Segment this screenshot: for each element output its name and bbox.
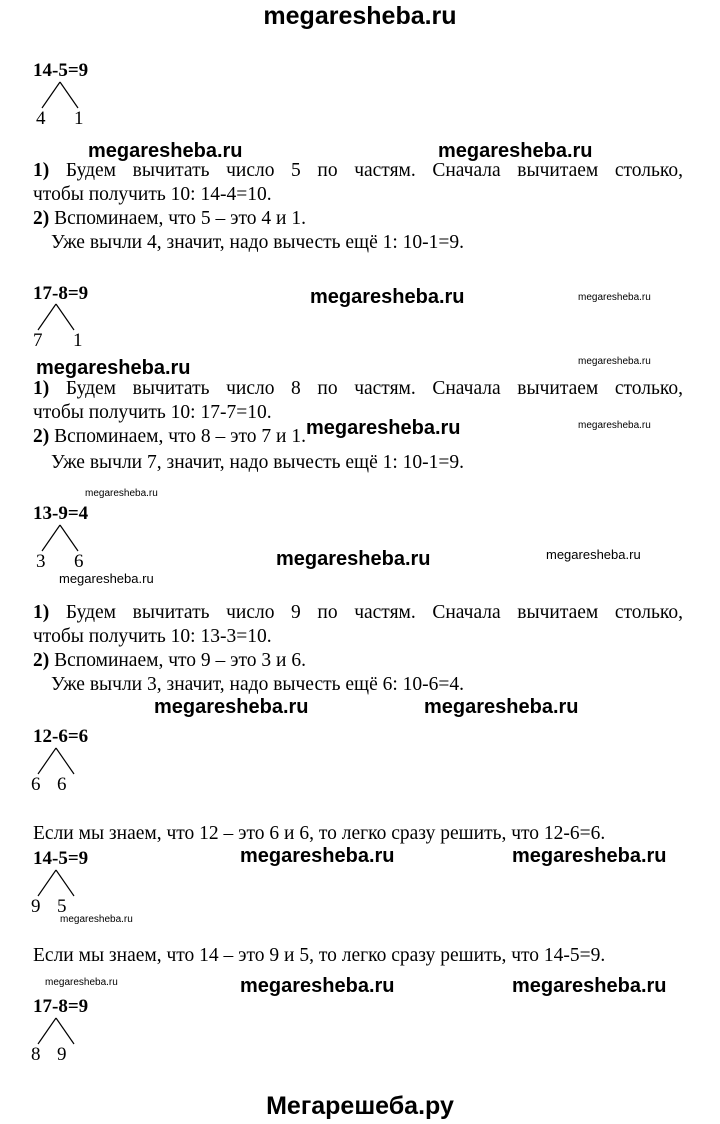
- decomposition-tree-5: [26, 868, 86, 898]
- watermark: megaresheba.ru: [424, 696, 579, 718]
- step-number: 2): [33, 426, 50, 447]
- watermark: megaresheba.ru: [512, 975, 667, 997]
- step-2-line-2: Уже вычли 7, значит, надо вычесть ещё 1: 10-1=9.: [51, 452, 465, 473]
- watermark: megaresheba.ru: [60, 914, 133, 925]
- decomposition-tree-3: [30, 523, 90, 553]
- header-site-title: megaresheba.ru: [263, 2, 457, 30]
- watermark: megaresheba.ru: [438, 140, 593, 162]
- equation-3: 13-9=4: [33, 503, 89, 524]
- watermark: megaresheba.ru: [578, 420, 651, 431]
- part-right-5: 5: [57, 896, 67, 917]
- equation-1: 14-5=9: [33, 60, 89, 81]
- part-right-3: 6: [74, 551, 84, 572]
- watermark: megaresheba.ru: [276, 548, 431, 570]
- part-left-4: 6: [31, 774, 41, 795]
- equation-2: 17-8=9: [33, 283, 89, 304]
- step-2-line-1: 2) Вспоминаем, что 5 – это 4 и 1.: [33, 208, 306, 229]
- watermark: megaresheba.ru: [45, 977, 118, 988]
- watermark: megaresheba.ru: [240, 845, 395, 867]
- part-left-3: 3: [36, 551, 46, 572]
- watermark: megaresheba.ru: [88, 140, 243, 162]
- step-number: 1): [33, 602, 50, 623]
- part-left-5: 9: [31, 896, 41, 917]
- watermark: megaresheba.ru: [59, 571, 154, 586]
- watermark: megaresheba.ru: [36, 357, 191, 379]
- step-number: 2): [33, 650, 50, 671]
- part-left-2: 7: [33, 330, 43, 351]
- part-left-6: 8: [31, 1044, 41, 1065]
- step-2-line-2: Уже вычли 4, значит, надо вычесть ещё 1: 10-1=9.: [51, 232, 465, 253]
- watermark: megaresheba.ru: [512, 845, 667, 867]
- step-1-line-1: 1) Будем вычитать число 9 по частям. Сначала вычитаем столько,: [33, 602, 683, 623]
- watermark: megaresheba.ru: [306, 417, 461, 439]
- watermark: megaresheba.ru: [85, 488, 158, 499]
- equation-4: 12-6=6: [33, 726, 89, 747]
- step-2-line-1: 2) Вспоминаем, что 8 – это 7 и 1.: [33, 426, 306, 447]
- part-right-4: 6: [57, 774, 67, 795]
- equation-6: 17-8=9: [33, 996, 89, 1017]
- step-1-line-2: чтобы получить 10: 13-3=10.: [33, 626, 272, 647]
- decomposition-tree-6: [26, 1016, 86, 1046]
- equation-5: 14-5=9: [33, 848, 89, 869]
- part-right-2: 1: [73, 330, 83, 351]
- footer-site-title: Мегарешеба.ру: [266, 1092, 454, 1120]
- step-1-line-2: чтобы получить 10: 14-4=10.: [33, 184, 272, 205]
- watermark: megaresheba.ru: [310, 286, 465, 308]
- step-number: 1): [33, 160, 50, 181]
- watermark: megaresheba.ru: [546, 547, 641, 562]
- step-1-line-1: 1) Будем вычитать число 8 по частям. Сначала вычитаем столько,: [33, 378, 683, 399]
- decomposition-tree-4: [26, 746, 86, 776]
- step-2-line-1: 2) Вспоминаем, что 9 – это 3 и 6.: [33, 650, 306, 671]
- watermark: megaresheba.ru: [154, 696, 309, 718]
- part-left-1: 4: [36, 108, 46, 129]
- decomposition-tree-1: [30, 80, 90, 110]
- part-right-1: 1: [74, 108, 84, 129]
- step-1-line-2: чтобы получить 10: 17-7=10.: [33, 402, 272, 423]
- note-5: Если мы знаем, что 14 – это 9 и 5, то легко сразу решить, что 14-5=9.: [33, 945, 606, 966]
- watermark: megaresheba.ru: [578, 292, 651, 303]
- step-number: 2): [33, 208, 50, 229]
- decomposition-tree-2: [26, 302, 86, 332]
- watermark: megaresheba.ru: [240, 975, 395, 997]
- step-1-line-1: 1) Будем вычитать число 5 по частям. Сначала вычитаем столько,: [33, 160, 683, 181]
- part-right-6: 9: [57, 1044, 67, 1065]
- step-number: 1): [33, 378, 50, 399]
- step-2-line-2: Уже вычли 3, значит, надо вычесть ещё 6: 10-6=4.: [51, 674, 465, 695]
- note-4: Если мы знаем, что 12 – это 6 и 6, то легко сразу решить, что 12-6=6.: [33, 823, 606, 844]
- watermark: megaresheba.ru: [578, 356, 651, 367]
